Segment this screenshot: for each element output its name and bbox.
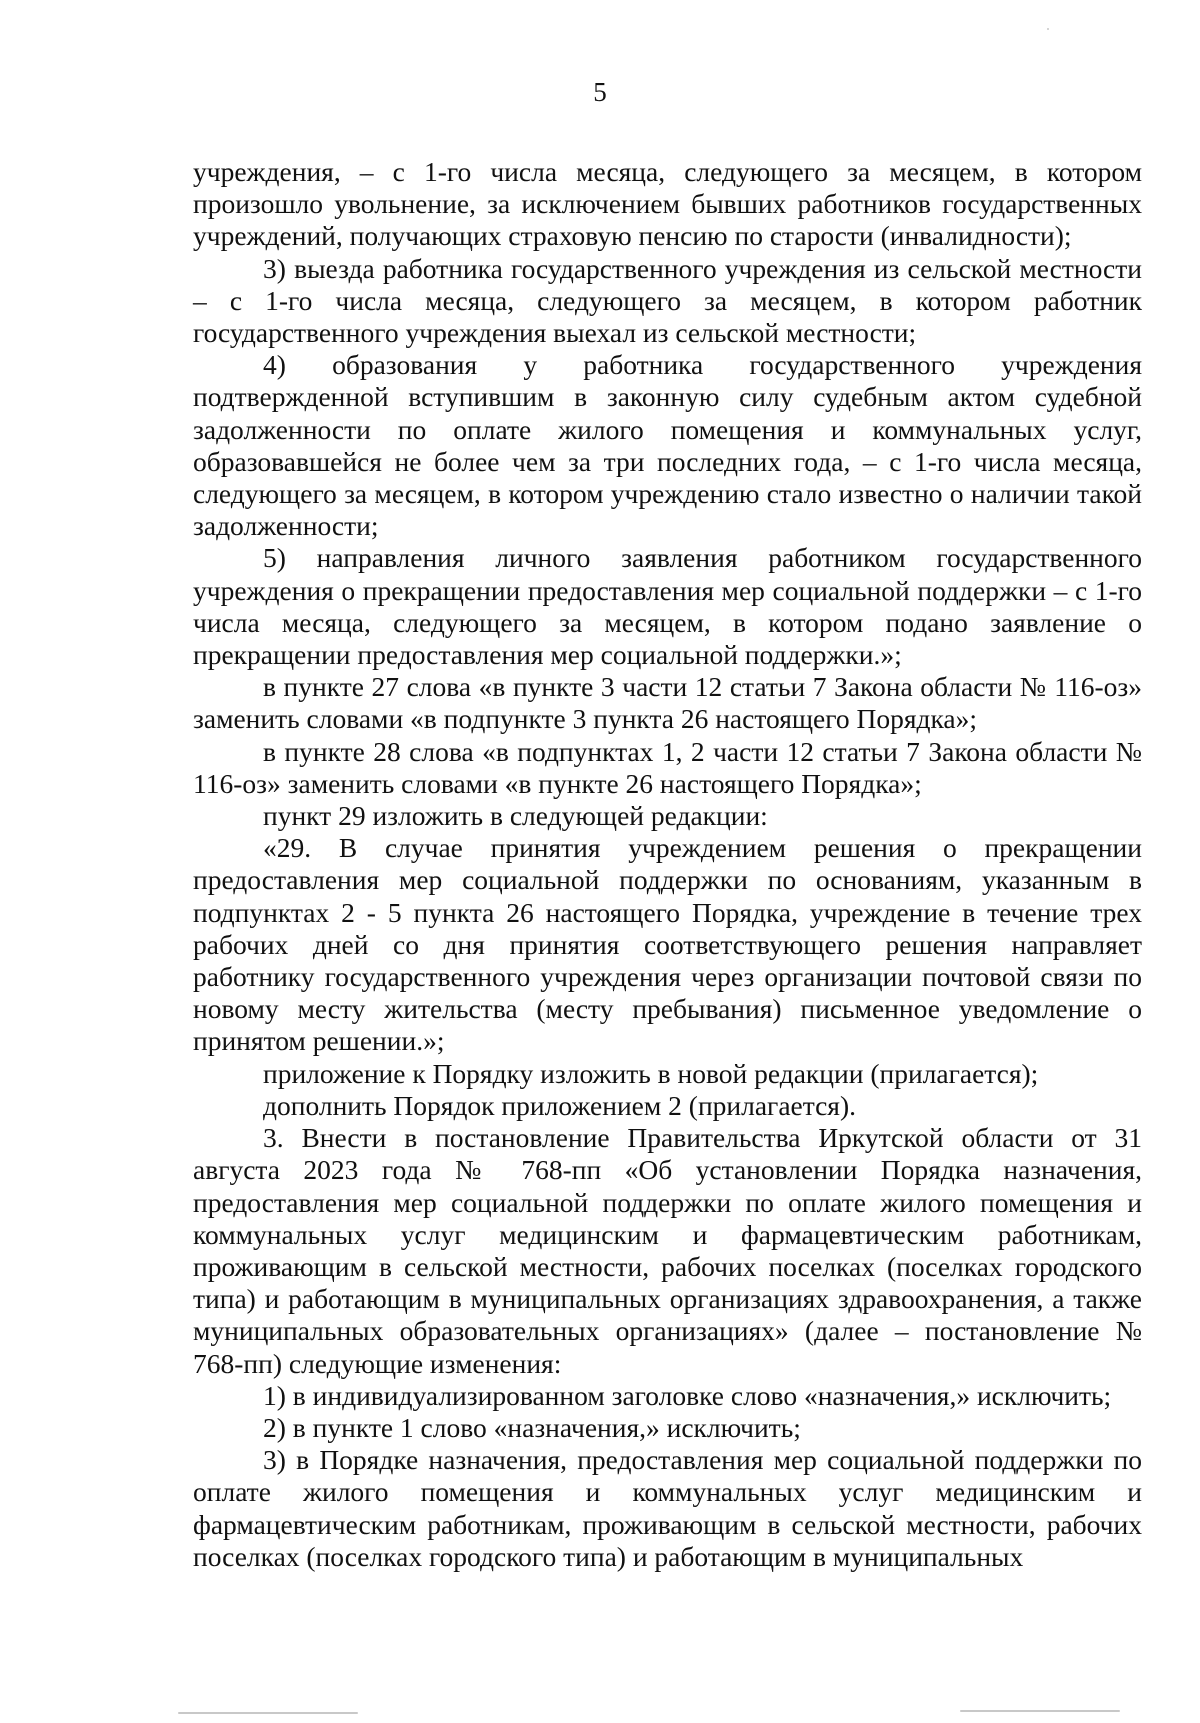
paragraph: дополнить Порядок приложением 2 (прилагается). bbox=[263, 1089, 856, 1121]
scan-artifact bbox=[1047, 28, 1049, 30]
paragraph: учреждения, – с 1-го числа месяца, следующего за месяцем, в котором произошло увольнение, за исключением бывших работников государственных учреждений, получающих страховую пенсию по старости (инвалидности); bbox=[193, 156, 1142, 252]
paragraph: приложение к Порядку изложить в новой редакции (прилагается); bbox=[263, 1057, 1039, 1089]
paragraph: 3. Внести в постановление Правительства Иркутской области от 31 августа 2023 года № 768-пп «Об установлении Порядка назначения, предоставления мер социальной поддержки по оплате жилого помещения и коммунальных услуг медицинским и фармацевтическим работникам, проживающим в сельской местности, рабочих поселках (поселках городского типа) и работающим в муниципальных организациях здравоохранения, а также муниципальных образовательных организациях» (далее – постановление № 768-пп) следующие изменения: bbox=[193, 1122, 1142, 1379]
paragraph: пункт 29 изложить в следующей редакции: bbox=[263, 800, 768, 832]
page-number: 5 bbox=[593, 77, 607, 107]
paragraph: 2) в пункте 1 слово «назначения,» исключить; bbox=[263, 1411, 801, 1443]
paragraph: в пункте 27 слова «в пункте 3 части 12 статьи 7 Закона области № 116-оз» заменить словами «в подпункте 3 пункта 26 настоящего Порядка»; bbox=[193, 671, 1142, 735]
paragraph: 5) направления личного заявления работником государственного учреждения о прекращении предоставления мер социальной поддержки – с 1-го числа месяца, следующего за месяцем, в котором подано заявление о прекращении предоставления мер социальной поддержки.»; bbox=[193, 542, 1142, 671]
scan-artifact bbox=[960, 1710, 1120, 1712]
scan-artifact bbox=[178, 1712, 358, 1714]
paragraph: 3) выезда работника государственного учреждения из сельской местности – с 1-го числа месяца, следующего за месяцем, в котором работник государственного учреждения выехал из сельской местности; bbox=[193, 252, 1142, 349]
paragraph: в пункте 28 слова «в подпунктах 1, 2 части 12 статьи 7 Закона области № 116-оз» заменить словами «в пункте 26 настоящего Порядка»; bbox=[193, 735, 1142, 799]
paragraph: 3) в Порядке назначения, предоставления мер социальной поддержки по оплате жилого помещения и коммунальных услуг медицинским и фармацевтическим работникам, проживающим в сельской местности, рабочих поселках (поселках городского типа) и работающим в муниципальных bbox=[193, 1444, 1142, 1572]
paragraph: 1) в индивидуализированном заголовке слово «назначения,» исключить; bbox=[263, 1379, 1112, 1411]
paragraph: 4) образования у работника государственного учреждения подтвержденной вступившим в законную силу судебным актом судебной задолженности по оплате жилого помещения и коммунальных услуг, образовавшейся не более чем за три последних года, – с 1-го числа месяца, следующего за месяцем, в котором учреждению стало известно о наличии такой задолженности; bbox=[193, 349, 1142, 542]
document-body bbox=[193, 156, 1142, 1573]
paragraph: «29. В случае принятия учреждением решения о прекращении предоставления мер социальной поддержки по основаниям, указанным в подпунктах 2 - 5 пункта 26 настоящего Порядка, учреждение в течение трех рабочих дней со дня принятия соответствующего решения направляет работнику государственного учреждения через организации почтовой связи по новому месту жительства (месту пребывания) письменное уведомление о принятом решении.»; bbox=[193, 832, 1142, 1057]
